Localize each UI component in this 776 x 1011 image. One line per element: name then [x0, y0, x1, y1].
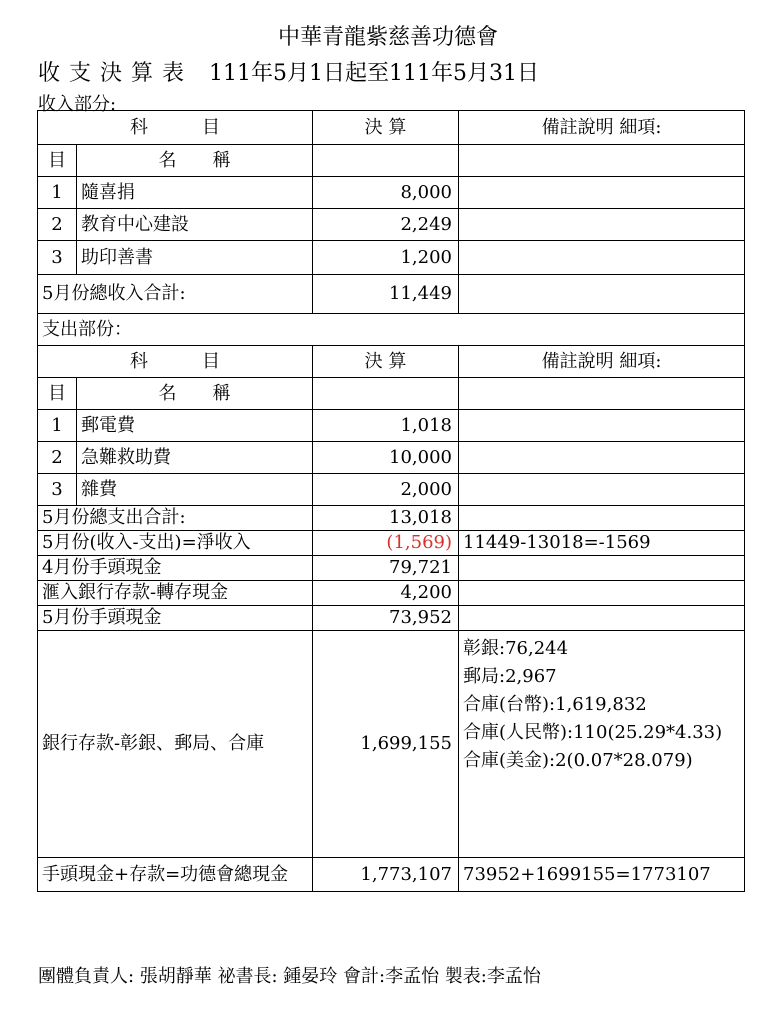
- bank-deposit-amount: 1,699,155: [313, 631, 459, 858]
- empty-cell: [459, 581, 745, 606]
- income-row: [38, 241, 745, 275]
- income-row: [38, 177, 745, 209]
- empty-cell: [459, 556, 745, 581]
- may-cash-amount: 73,952: [313, 606, 459, 631]
- item-amount: 10,000: [313, 442, 459, 474]
- net-income-label: 5月份(收入-支出)=淨收入: [38, 531, 313, 556]
- row-index: 3: [38, 474, 77, 506]
- item-name: 教育中心建設: [77, 209, 313, 241]
- item-amount: 2,000: [313, 474, 459, 506]
- subject-header: 科 目: [38, 111, 313, 145]
- bank-deposit-label: 銀行存款-彰銀、郵局、合庫: [38, 631, 313, 858]
- transfer-row: [38, 581, 745, 606]
- row-index: 3: [38, 241, 77, 275]
- item-note: [459, 177, 745, 209]
- budget-header: 決 算: [313, 346, 459, 378]
- transfer-label: 滙入銀行存款-轉存現金: [38, 581, 313, 606]
- notes-header: 備註說明 細項:: [459, 111, 745, 145]
- april-cash-label: 4月份手頭現金: [38, 556, 313, 581]
- notes-header: 備註說明 細項:: [459, 346, 745, 378]
- net-income-amount: (1,569): [313, 531, 459, 556]
- row-index: 1: [38, 410, 77, 442]
- expense-row: [38, 410, 745, 442]
- item-amount: 1,018: [313, 410, 459, 442]
- income-total-row: [38, 275, 745, 314]
- index-header: 目: [38, 145, 77, 177]
- report-name: 收 支 決 算 表: [38, 61, 185, 86]
- income-row: [38, 209, 745, 241]
- bank-note-line: 合庫(台幣):1,619,832: [463, 694, 647, 715]
- expense-section-row: [38, 314, 745, 346]
- income-header-row: [38, 111, 745, 145]
- item-note: [459, 209, 745, 241]
- empty-cell: [459, 145, 745, 177]
- may-cash-label: 5月份手頭現金: [38, 606, 313, 631]
- income-subheader-row: [38, 145, 745, 177]
- name-header: 名 稱: [77, 378, 313, 410]
- item-note: [459, 474, 745, 506]
- bank-note-line: 郵局:2,967: [463, 666, 557, 687]
- item-amount: 2,249: [313, 209, 459, 241]
- row-index: 1: [38, 177, 77, 209]
- budget-header: 決 算: [313, 111, 459, 145]
- empty-cell: [313, 378, 459, 410]
- report-subtitle: [38, 56, 539, 87]
- may-cash-row: [38, 606, 745, 631]
- row-index: 2: [38, 442, 77, 474]
- bank-deposit-row: [38, 631, 745, 858]
- item-name: 隨喜捐: [77, 177, 313, 209]
- income-section-label: 收入部分:: [38, 94, 117, 115]
- grand-total-label: 手頭現金+存款=功德會總現金: [38, 858, 313, 892]
- expense-total-label: 5月份總支出合計:: [38, 506, 313, 531]
- bank-note-line: 合庫(美金):2(0.07*28.079): [463, 750, 693, 771]
- grand-total-row: [38, 858, 745, 892]
- item-name: 急難救助費: [77, 442, 313, 474]
- expense-subheader-row: [38, 378, 745, 410]
- item-name: 助印善書: [77, 241, 313, 275]
- item-note: [459, 241, 745, 275]
- net-income-row: [38, 531, 745, 556]
- net-income-note: 11449-13018=-1569: [459, 531, 745, 556]
- item-name: 郵電費: [77, 410, 313, 442]
- item-note: [459, 410, 745, 442]
- income-total-label: 5月份總收入合計:: [38, 275, 313, 314]
- document-title: 中華青龍紫慈善功德會: [277, 25, 498, 50]
- income-total-amount: 11,449: [313, 275, 459, 314]
- expense-row: [38, 442, 745, 474]
- empty-cell: [459, 506, 745, 531]
- expense-row: [38, 474, 745, 506]
- name-header: 名 稱: [77, 145, 313, 177]
- expense-section-label: 支出部份：: [38, 314, 745, 346]
- grand-total-amount: 1,773,107: [313, 858, 459, 892]
- grand-total-note: 73952+1699155=1773107: [459, 858, 745, 892]
- row-index: 2: [38, 209, 77, 241]
- april-cash-row: [38, 556, 745, 581]
- empty-cell: [459, 606, 745, 631]
- bank-note-line: 彰銀:76,244: [463, 638, 569, 659]
- item-note: [459, 442, 745, 474]
- index-header: 目: [38, 378, 77, 410]
- subject-header: 科 目: [38, 346, 313, 378]
- report-period: 111年5月1日起至111年5月31日: [208, 61, 539, 86]
- item-amount: 1,200: [313, 241, 459, 275]
- expense-total-amount: 13,018: [313, 506, 459, 531]
- bank-note-line: 合庫(人民幣):110(25.29*4.33): [463, 722, 723, 743]
- empty-cell: [459, 275, 745, 314]
- item-amount: 8,000: [313, 177, 459, 209]
- empty-cell: [313, 145, 459, 177]
- ledger-table: [37, 110, 745, 892]
- expense-header-row: [38, 346, 745, 378]
- transfer-amount: 4,200: [313, 581, 459, 606]
- item-name: 雜費: [77, 474, 313, 506]
- bank-deposit-notes: [459, 631, 745, 858]
- signatories: 團體負責人: 張胡靜華 祕書長: 鍾晏玲 會計:李孟怡 製表:李孟怡: [38, 966, 541, 987]
- april-cash-amount: 79,721: [313, 556, 459, 581]
- empty-cell: [459, 378, 745, 410]
- expense-total-row: [38, 506, 745, 531]
